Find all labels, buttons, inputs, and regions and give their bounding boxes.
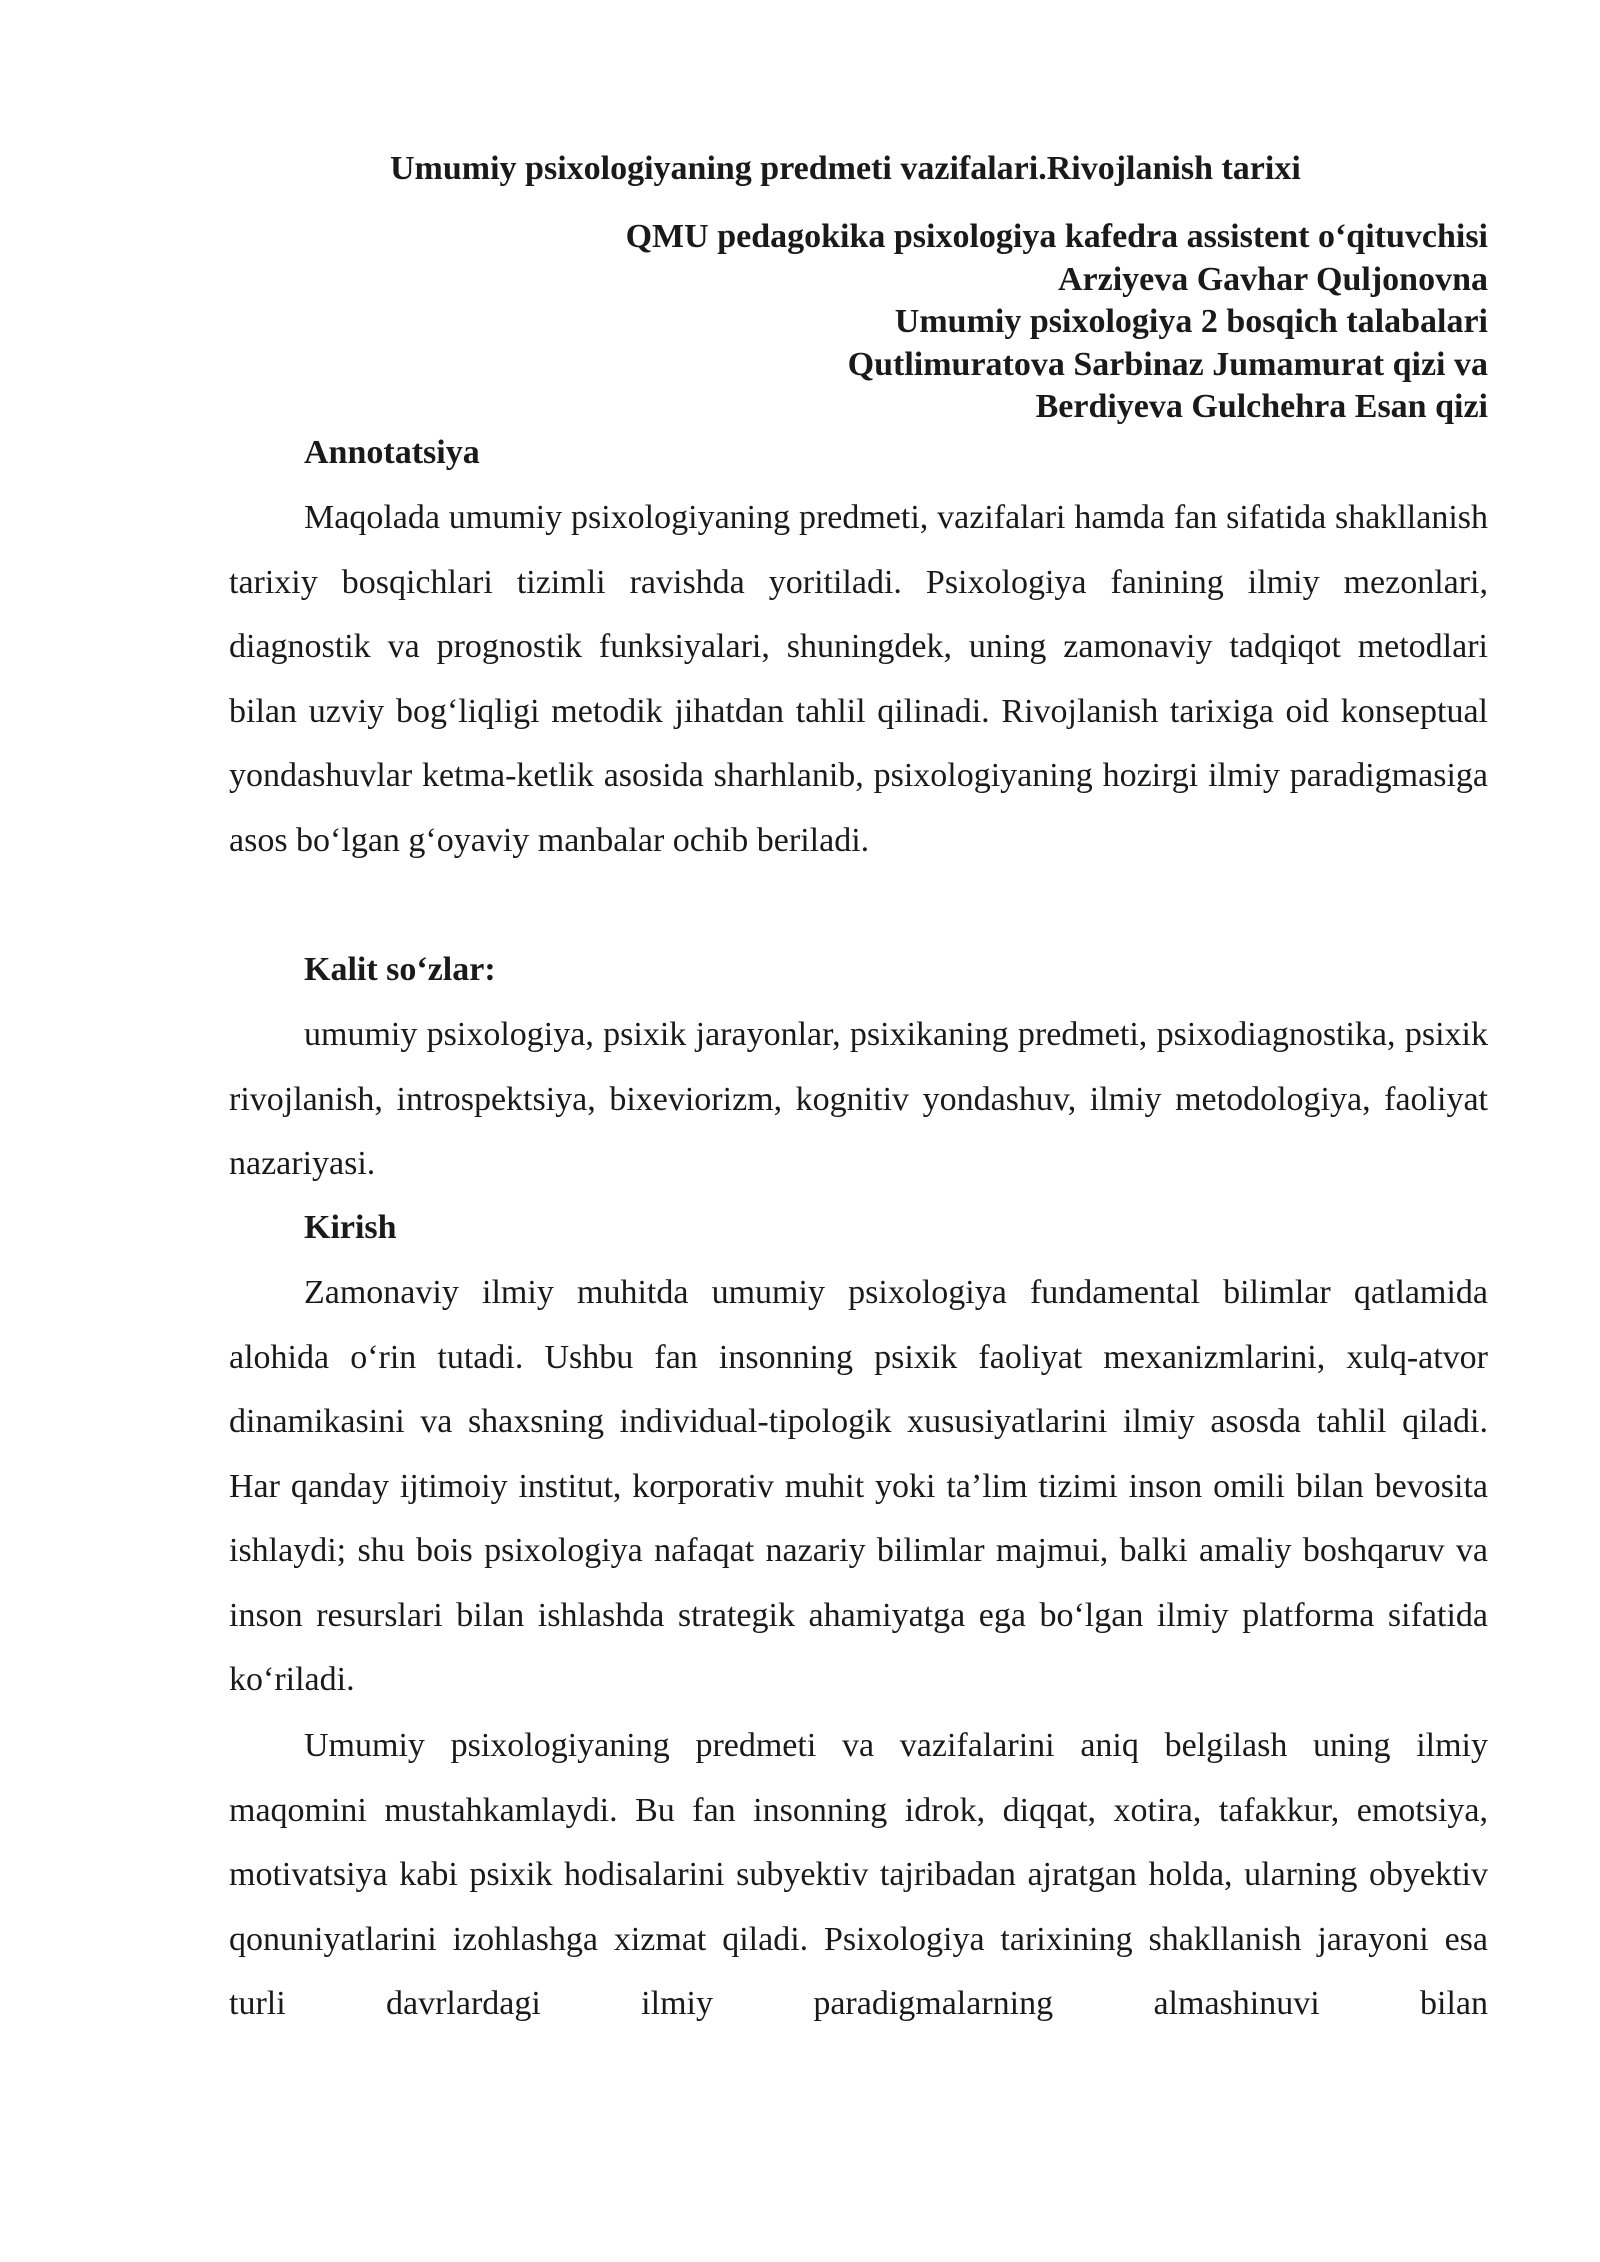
keywords-heading: Kalit so‘zlar: <box>304 951 496 988</box>
author-name: Arziyeva Gavhar Quljonovna <box>1057 260 1488 298</box>
annotation-paragraph: Maqolada umumiy psixologiyaning predmeti, vazifalari hamda fan sifatida shakllanish tarixiy bosqichlari tizimli ravishda yoritiladi. Psixologiya fanining ilmiy mezonlari, diagnostik va prognostik funksiyalari, shuningdek, uning zamonaviy tadqiqot metodlari bilan uzviy bog‘liqligi metodik jihatdan tahlil qilinadi. Rivojlanish tarixiga oid konseptual yondashuvlar ketma-ketlik asosida sharhlanib, psixologiyaning hozirgi ilmiy paradigmasiga asos bo‘lgan g‘oyaviy manbalar ochib beriladi. <box>229 499 1488 859</box>
student-affiliation: Umumiy psixologiya 2 bosqich talabalari <box>894 303 1488 340</box>
keywords-paragraph: umumiy psixologiya, psixik jarayonlar, psixikaning predmeti, psixodiagnostika, psixik rivojlanish, introspektsiya, bixeviorizm, kognitiv yondashuv, ilmiy metodologiya, faoliyat nazariyasi. <box>229 1016 1488 1182</box>
introduction-heading: Kirish <box>304 1209 397 1246</box>
article-title: Umumiy psixologiyaning predmeti vazifalari.Rivojlanish tarixi <box>390 150 1301 187</box>
annotation-heading: Annotatsiya <box>304 434 480 471</box>
student-name: Qutlimuratova Sarbinaz Jumamurat qizi va <box>847 345 1488 383</box>
introduction-paragraph-1: Zamonaviy ilmiy muhitda umumiy psixologiya fundamental bilimlar qatlamida alohida o‘rin tutadi. Ushbu fan insonning psixik faoliyat mexanizmlarini, xulq-atvor dinamikasini va shaxsning individual-tipologik xususiyatlarini ilmiy asosda tahlil qiladi. Har qanday ijtimoiy institut, korporativ muhit yoki ta’lim tizimi inson omili bilan bevosita ishlaydi; shu bois psixologiya nafaqat nazariy bilimlar majmui, balki amaliy boshqaruv va inson resurslari bilan ishlashda strategik ahamiyatga ega bo‘lgan ilmiy platforma sifatida ko‘riladi. <box>229 1274 1488 1698</box>
author-block <box>626 216 1488 429</box>
author-affiliation: QMU pedagokika psixologiya kafedra assistent o‘qituvchisi <box>625 218 1488 255</box>
introduction-paragraph-2: Umumiy psixologiyaning predmeti va vazifalarini aniq belgilash uning ilmiy maqomini mustahkamlaydi. Bu fan insonning idrok, diqqat, xotira, tafakkur, emotsiya, motivatsiya kabi psixik hodisalarini subyektiv tajribadan ajratgan holda, ularning obyektiv qonuniyatlarini izohlashga xizmat qiladi. Psixologiya tarixining shakllanish jarayoni esa turli davrlardagi ilmiy paradigmalarning almashinuvi bilan <box>229 1727 1488 2022</box>
student-name: Berdiyeva Gulchehra Esan qizi <box>1035 388 1488 425</box>
